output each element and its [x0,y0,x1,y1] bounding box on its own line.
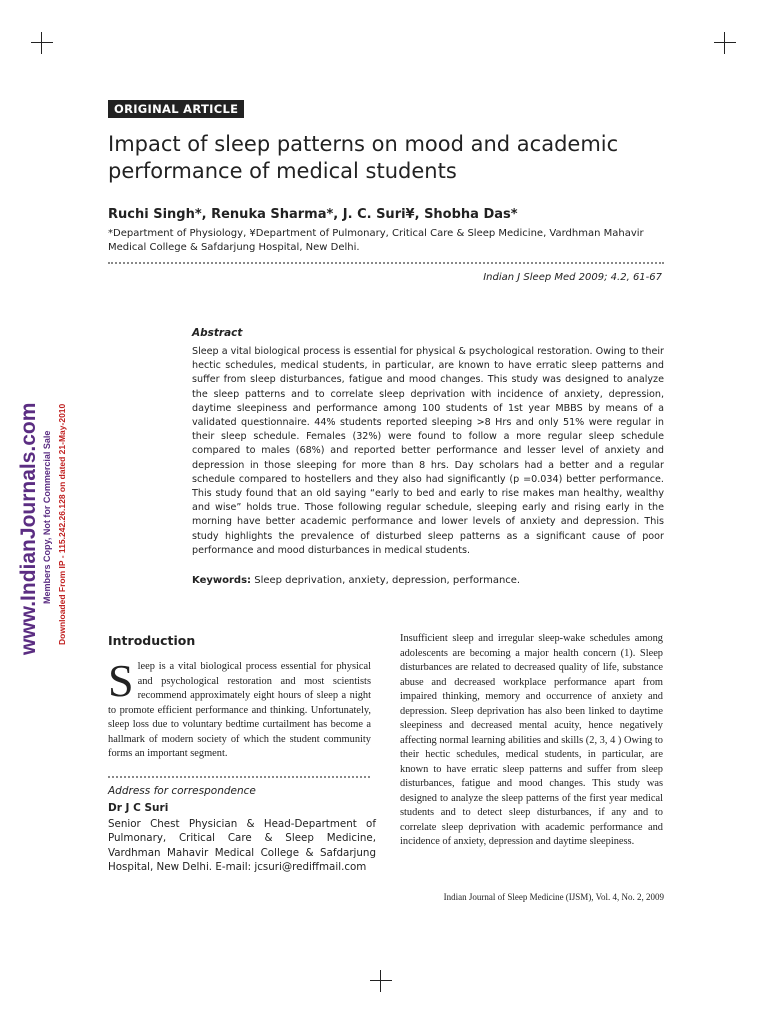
article-authors: Ruchi Singh*, Renuka Sharma*, J. C. Suri¥, Shobha Das* [108,207,518,222]
article-title: Impact of sleep patterns on mood and academic performance of medical students [108,132,619,183]
correspondence-name: Dr J C Suri [108,802,169,814]
correspondence-heading: Address for correspondence [108,785,256,797]
side-site-watermark: www.IndianJournals.com [17,402,40,655]
keywords-line [192,575,664,586]
correspondence-body: Senior Chest Physician & Head-Department of Pulmonary, Critical Care & Sleep Medicine, Vardhman Mahavir Medical College & Safdarjung Hospital, New Delhi. E-mail: jcsuri@rediffmail.com [108,818,376,874]
keywords-label: Keywords: [192,575,252,586]
intro-left-text: leep is a vital biological process essential for physical and psychological restoration and most scientists recommend approximately eight hours of sleep a night to promote efficient performance and thinking. Unfortunately, sleep loss due to voluntary bedtime curtailment has become a hallmark of modern society of which the student community forms an important segment. [108,661,371,759]
abstract-heading: Abstract [192,327,243,339]
side-members-note: Members Copy, Not for Commercial Sale [42,430,52,604]
article-type-label: ORIGINAL ARTICLE [108,100,244,118]
intro-right-column: Insufficient sleep and irregular sleep-wake schedules among adolescents are becoming a major health concern (1). Sleep disturbances are related to decreased quality of life, substance abuse and decreased workplace performance apart from impaired thinking, memory and occurrence of anxiety and depression. Sleep deprivation has also been linked to daytime sleepiness and decreased mental acuity, hence negatively affecting normal learning abilities and skills (2, 3, 4 ) Owing to their hectic schedules, medical students, in particular, are known to have erratic sleep patterns and suffer from sleep disturbances, fatigue and mood changes. This study was designed to analyze the sleep patterns of the first year medical students and to detect sleep disturbances, if any and to correlate sleep deprivation with academic performance and incidence of anxiety, depression and daytime sleepiness. [400,633,663,847]
abstract-body: Sleep a vital biological process is essential for physical & psychological restoration. Owing to their hectic schedules, medical students, in particular, are known to have erratic sleep patterns and suffer from sleep disturbances, fatigue and mood changes. This study was designed to analyze the sleep patterns and to correlate sleep deprivation with incidence of anxiety, depression, daytime sleepiness and performance among 100 students of 1st year MBBS by means of a validated questionnaire. 44% students reported sleeping >8 Hrs and only 51% were regular in their sleep schedule. Females (32%) were found to follow a more regular sleep schedule compared to males (68%) and reported better performance and lesser level of anxiety and depression in those sleeping for more than 8 hrs. Day scholars had a better and a regular schedule compared to hostellers and they also had significantly (p =0.034) better performance. This study found that an old saying “early to bed and early to rise makes man healthy, wealthy and wise” holds true. Those following regular schedule, sleeping early and rising early in the morning have better academic performance and lower levels of anxiety and depression. This study highlights the prevalence of disturbed sleep patterns as a significant cause of poor performance and mood disturbances in medical students. [192,346,664,556]
crop-mark-top-right [714,32,736,54]
header-divider [108,262,664,264]
intro-heading: Introduction [108,633,196,648]
crop-mark-bottom [370,970,392,992]
page-footer: Indian Journal of Sleep Medicine (IJSM), Vol. 4, No. 2, 2009 [443,892,664,902]
journal-reference: Indian J Sleep Med 2009; 4.2, 61-67 [483,272,662,283]
article-affiliation: *Department of Physiology, ¥Department of Pulmonary, Critical Care & Sleep Medicine, Vardhman Mahavir Medical College & Safdarjung Hospital, New Delhi. [108,228,644,253]
side-download-note: Downloaded From IP - 115.242.26.128 on dated 21-May-2010 [57,403,67,645]
intro-dropcap: S [108,655,134,706]
correspondence-divider [108,776,370,778]
crop-mark-top-left [31,32,53,54]
keywords-text: Sleep deprivation, anxiety, depression, performance. [254,575,521,586]
intro-left-column [108,655,371,762]
